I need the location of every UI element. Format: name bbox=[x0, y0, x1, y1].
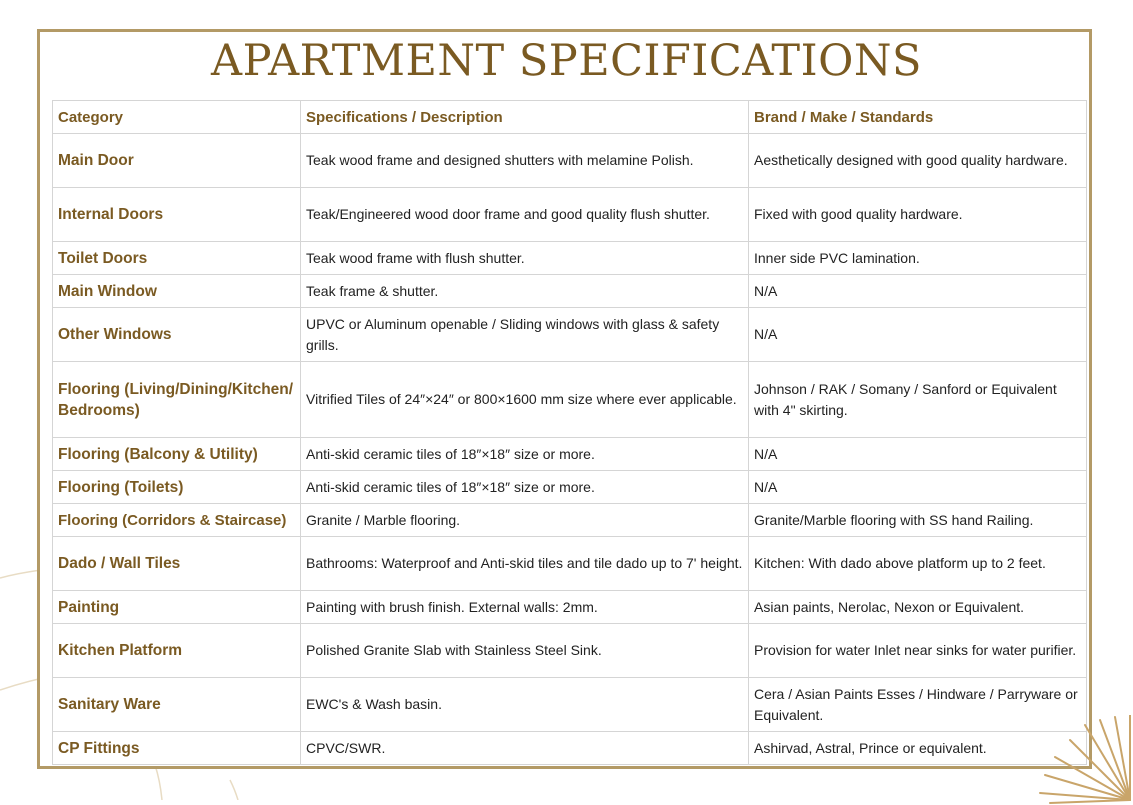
brand-cell: Asian paints, Nerolac, Nexon or Equivalent. bbox=[749, 591, 1087, 624]
specifications-table bbox=[52, 100, 1087, 765]
spec-cell: Teak wood frame with flush shutter. bbox=[301, 242, 749, 275]
table-row bbox=[53, 275, 1087, 308]
spec-cell: UPVC or Aluminum openable / Sliding windows with glass & safety grills. bbox=[301, 308, 749, 362]
spec-cell: Teak frame & shutter. bbox=[301, 275, 749, 308]
brand-cell: Fixed with good quality hardware. bbox=[749, 188, 1087, 242]
spec-cell: EWC's & Wash basin. bbox=[301, 678, 749, 732]
spec-cell: Vitrified Tiles of 24″×24″ or 800×1600 mm size where ever applicable. bbox=[301, 362, 749, 438]
category-cell: Flooring (Balcony & Utility) bbox=[53, 438, 301, 471]
table-row bbox=[53, 188, 1087, 242]
table-row bbox=[53, 471, 1087, 504]
category-cell: CP Fittings bbox=[53, 732, 301, 765]
brand-cell: Provision for water Inlet near sinks for water purifier. bbox=[749, 624, 1087, 678]
brand-cell: Ashirvad, Astral, Prince or equivalent. bbox=[749, 732, 1087, 765]
category-cell: Painting bbox=[53, 591, 301, 624]
table-row bbox=[53, 537, 1087, 591]
brand-cell: Kitchen: With dado above platform up to 2 feet. bbox=[749, 537, 1087, 591]
table-row bbox=[53, 362, 1087, 438]
table-row bbox=[53, 624, 1087, 678]
category-cell: Flooring (Corridors & Staircase) bbox=[53, 504, 301, 537]
table-header-row bbox=[53, 101, 1087, 134]
brand-cell: Aesthetically designed with good quality hardware. bbox=[749, 134, 1087, 188]
page-title: APARTMENT SPECIFICATIONS bbox=[211, 36, 922, 86]
brand-cell: N/A bbox=[749, 471, 1087, 504]
table-row bbox=[53, 591, 1087, 624]
spec-cell: Polished Granite Slab with Stainless Steel Sink. bbox=[301, 624, 749, 678]
table-row bbox=[53, 732, 1087, 765]
table-row bbox=[53, 134, 1087, 188]
column-header-category: Category bbox=[53, 101, 301, 134]
spec-cell: Teak wood frame and designed shutters with melamine Polish. bbox=[301, 134, 749, 188]
spec-cell: Bathrooms: Waterproof and Anti-skid tiles and tile dado up to 7' height. bbox=[301, 537, 749, 591]
spec-cell: Anti-skid ceramic tiles of 18″×18″ size or more. bbox=[301, 471, 749, 504]
category-cell: Toilet Doors bbox=[53, 242, 301, 275]
brand-cell: N/A bbox=[749, 275, 1087, 308]
brand-cell: N/A bbox=[749, 308, 1087, 362]
column-header-brand: Brand / Make / Standards bbox=[749, 101, 1087, 134]
brand-cell: N/A bbox=[749, 438, 1087, 471]
category-cell: Dado / Wall Tiles bbox=[53, 537, 301, 591]
category-cell: Internal Doors bbox=[53, 188, 301, 242]
category-cell: Flooring (Living/Dining/Kitchen/Bedrooms) bbox=[53, 362, 301, 438]
table-row bbox=[53, 504, 1087, 537]
category-cell: Main Window bbox=[53, 275, 301, 308]
category-cell: Kitchen Platform bbox=[53, 624, 301, 678]
spec-cell: Anti-skid ceramic tiles of 18″×18″ size or more. bbox=[301, 438, 749, 471]
spec-cell: Painting with brush finish. External walls: 2mm. bbox=[301, 591, 749, 624]
spec-cell: Teak/Engineered wood door frame and good quality flush shutter. bbox=[301, 188, 749, 242]
brand-cell: Cera / Asian Paints Esses / Hindware / Parryware or Equivalent. bbox=[749, 678, 1087, 732]
table-row bbox=[53, 678, 1087, 732]
brand-cell: Granite/Marble flooring with SS hand Railing. bbox=[749, 504, 1087, 537]
category-cell: Sanitary Ware bbox=[53, 678, 301, 732]
spec-cell: CPVC/SWR. bbox=[301, 732, 749, 765]
brand-cell: Johnson / RAK / Somany / Sanford or Equivalent with 4" skirting. bbox=[749, 362, 1087, 438]
table-row bbox=[53, 308, 1087, 362]
column-header-specifications: Specifications / Description bbox=[301, 101, 749, 134]
table-row bbox=[53, 438, 1087, 471]
spec-cell: Granite / Marble flooring. bbox=[301, 504, 749, 537]
table-row bbox=[53, 242, 1087, 275]
category-cell: Flooring (Toilets) bbox=[53, 471, 301, 504]
category-cell: Main Door bbox=[53, 134, 301, 188]
category-cell: Other Windows bbox=[53, 308, 301, 362]
brand-cell: Inner side PVC lamination. bbox=[749, 242, 1087, 275]
